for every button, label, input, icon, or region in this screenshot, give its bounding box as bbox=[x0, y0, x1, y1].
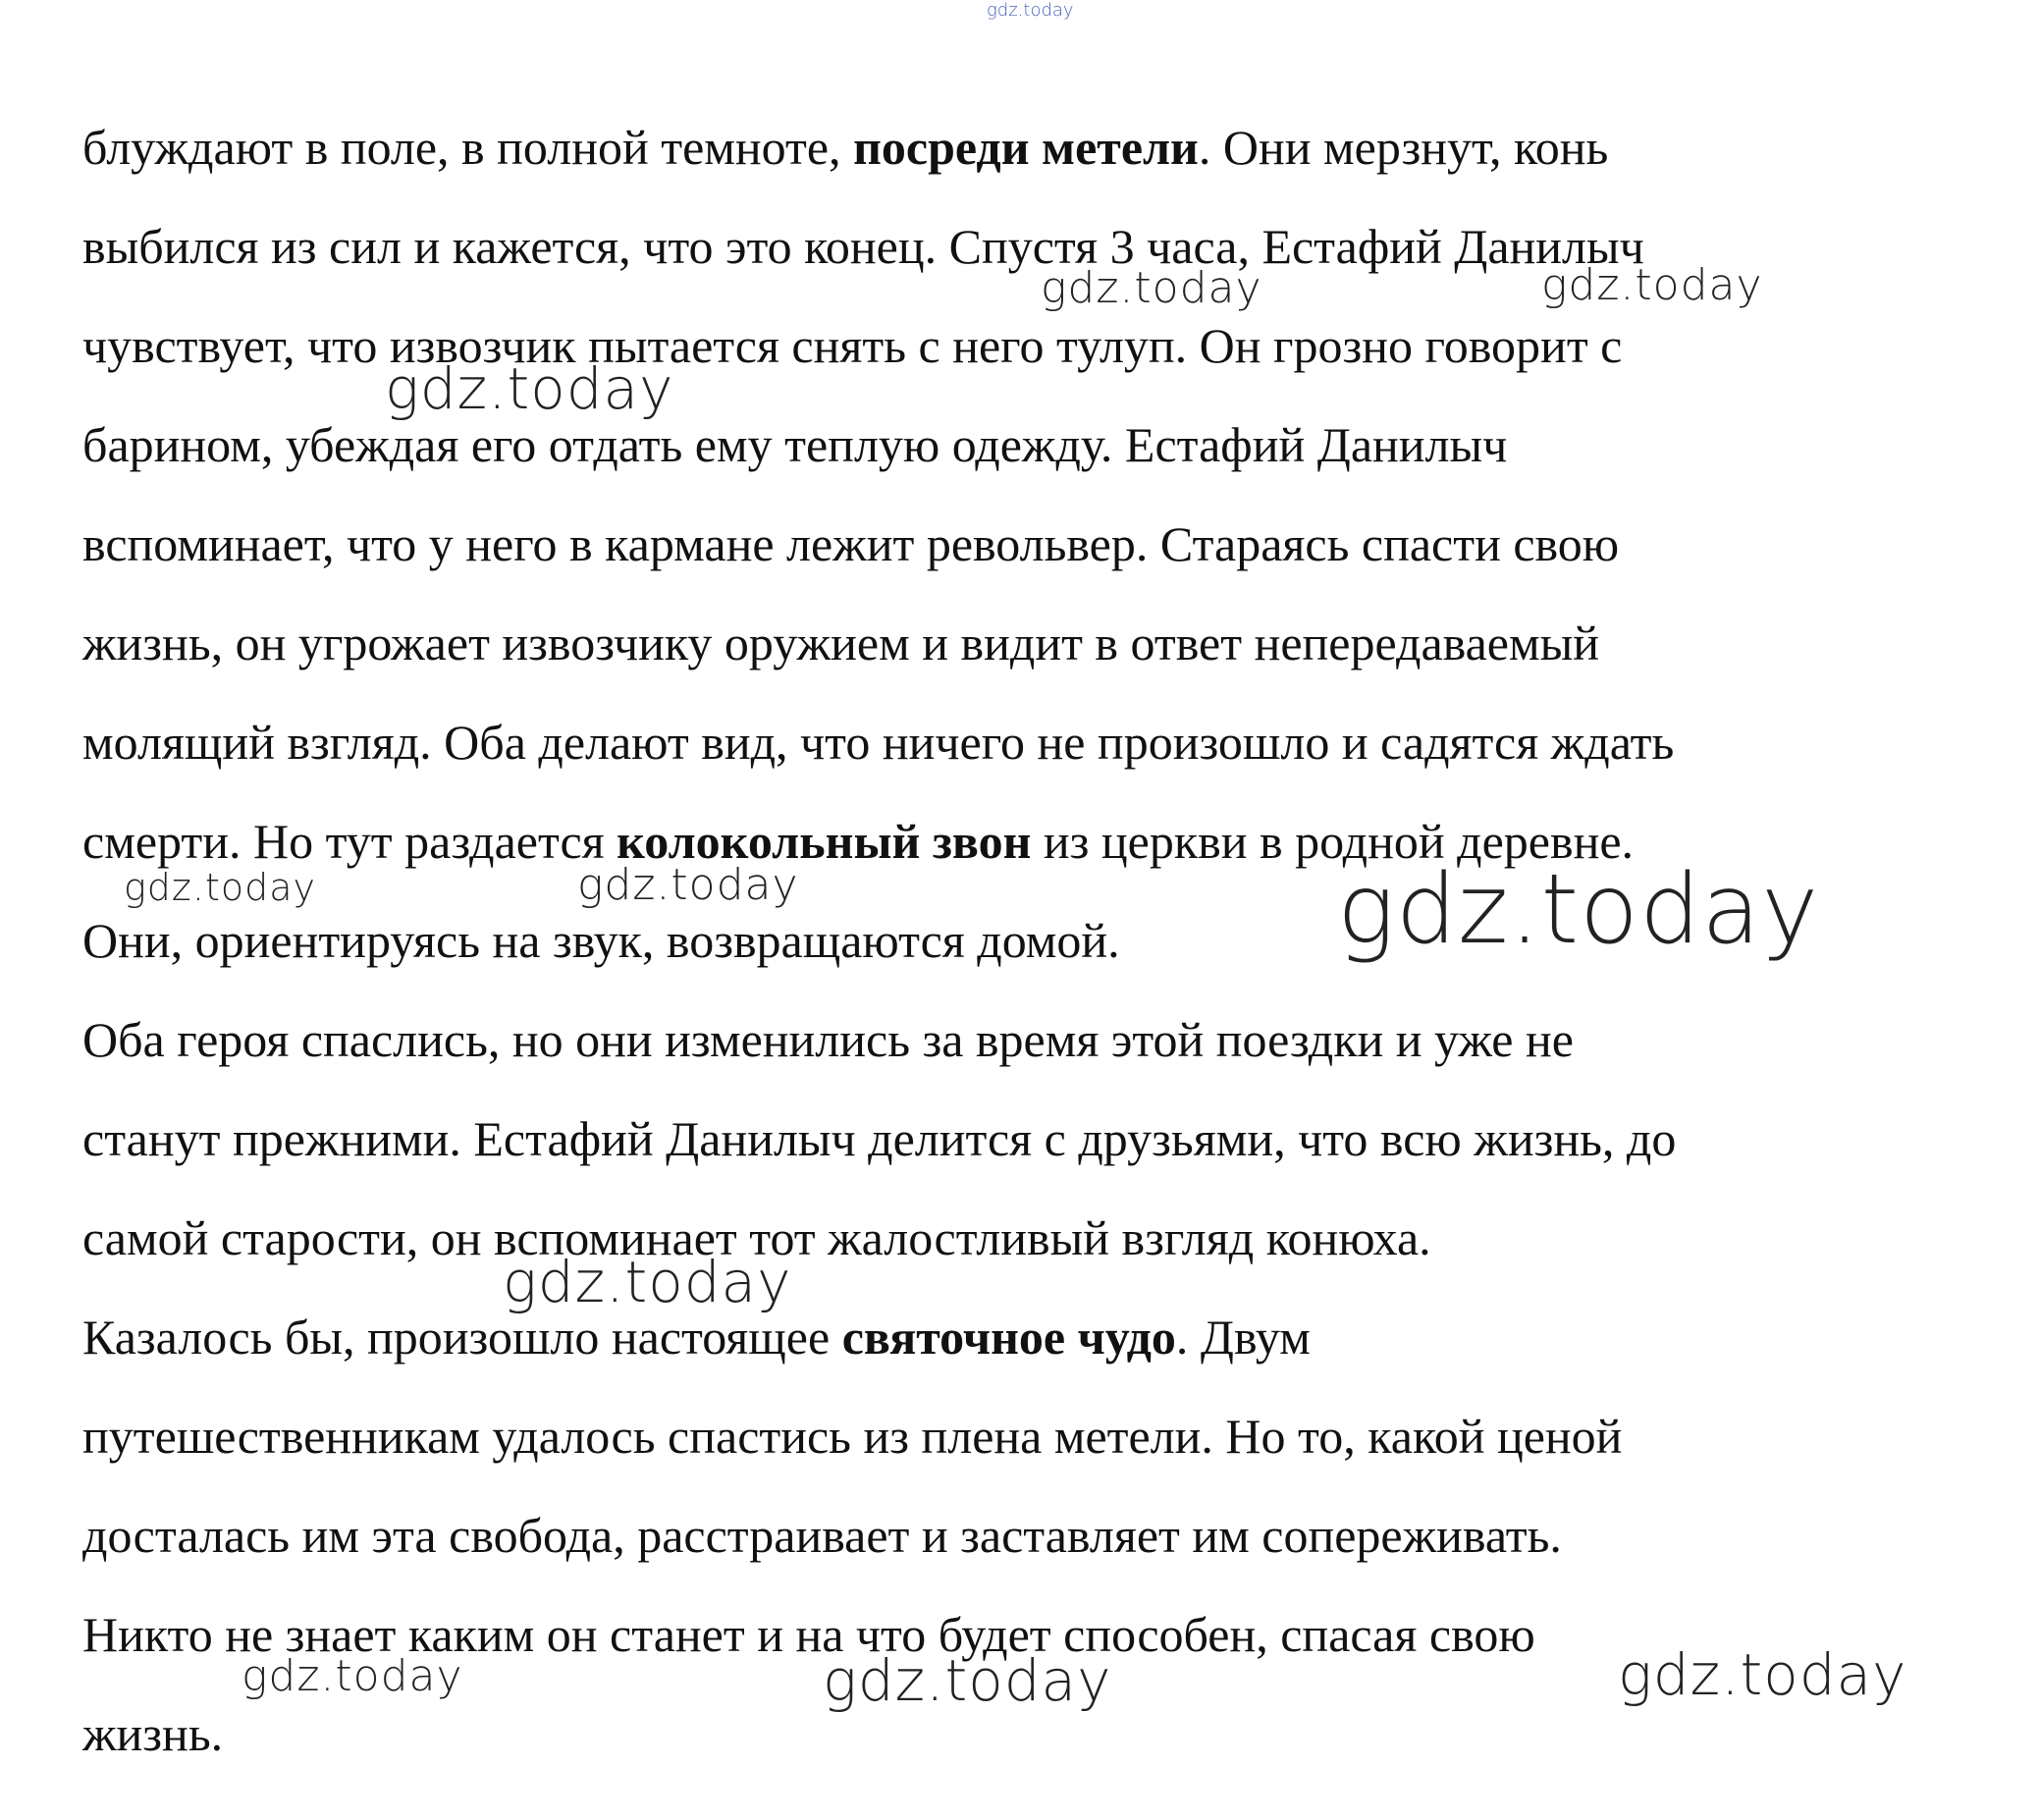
text-line: Никто не знает каким он станет и на что будет способен, спасая свою bbox=[82, 1607, 1535, 1662]
watermark: gdz.today bbox=[124, 866, 316, 909]
text-line: чувствует, что извозчик пытается снять с него тулуп. Он грозно говорит с bbox=[82, 318, 1623, 373]
text-line: молящий взгляд. Оба делают вид, что ничего не произошло и садятся ждать bbox=[82, 715, 1675, 770]
watermark: gdz.today bbox=[503, 1249, 792, 1315]
text-line: блуждают в поле, в полной темноте, посреди метели. Они мерзнут, конь bbox=[82, 120, 1609, 175]
text-line: барином, убеждая его отдать ему теплую одежду. Естафий Данилыч bbox=[82, 417, 1508, 472]
watermark: gdz.today bbox=[1541, 260, 1763, 310]
text-line: самой старости, он вспоминает тот жалостливый взгляд конюха. bbox=[82, 1210, 1431, 1265]
text-line: Оба героя спаслись, но они изменились за время этой поездки и уже не bbox=[82, 1012, 1574, 1067]
watermark-top: gdz.today bbox=[987, 0, 1074, 21]
text-line: Они, ориентируясь на звук, возвращаются домой. bbox=[82, 913, 1120, 968]
bold-phrase: колокольный звон bbox=[617, 814, 1032, 869]
text-line: Казалось бы, произошло настоящее святочное чудо. Двум bbox=[82, 1310, 1311, 1365]
text-line: жизнь, он угрожает извозчику оружием и видит в ответ непередаваемый bbox=[82, 616, 1599, 670]
text-line: вспоминает, что у него в кармане лежит револьвер. Стараясь спасти свою bbox=[82, 516, 1620, 571]
watermark: gdz.today bbox=[241, 1651, 463, 1701]
text-line: жизнь. bbox=[82, 1706, 224, 1761]
text-line: выбился из сил и кажется, что это конец. Спустя 3 часа, Естафий Данилыч bbox=[82, 219, 1644, 274]
text-line: смерти. Но тут раздается колокольный звон из церкви в родной деревне. bbox=[82, 814, 1635, 869]
text-line: станут прежними. Естафий Данилыч делится с друзьями, что всю жизнь, до bbox=[82, 1111, 1677, 1166]
text-line: путешественникам удалось спастись из плена метели. Но то, какой ценой bbox=[82, 1409, 1623, 1464]
text-line: досталась им эта свобода, расстраивает и заставляет им сопереживать. bbox=[82, 1508, 1562, 1563]
bold-phrase: святочное чудо bbox=[841, 1310, 1176, 1365]
watermark: gdz.today bbox=[1618, 1641, 1907, 1708]
bold-phrase: посреди метели bbox=[853, 120, 1199, 175]
watermark: gdz.today bbox=[1337, 854, 1820, 966]
watermark: gdz.today bbox=[823, 1647, 1112, 1714]
watermark: gdz.today bbox=[385, 355, 674, 422]
watermark: gdz.today bbox=[1041, 263, 1262, 313]
watermark: gdz.today bbox=[577, 860, 799, 910]
